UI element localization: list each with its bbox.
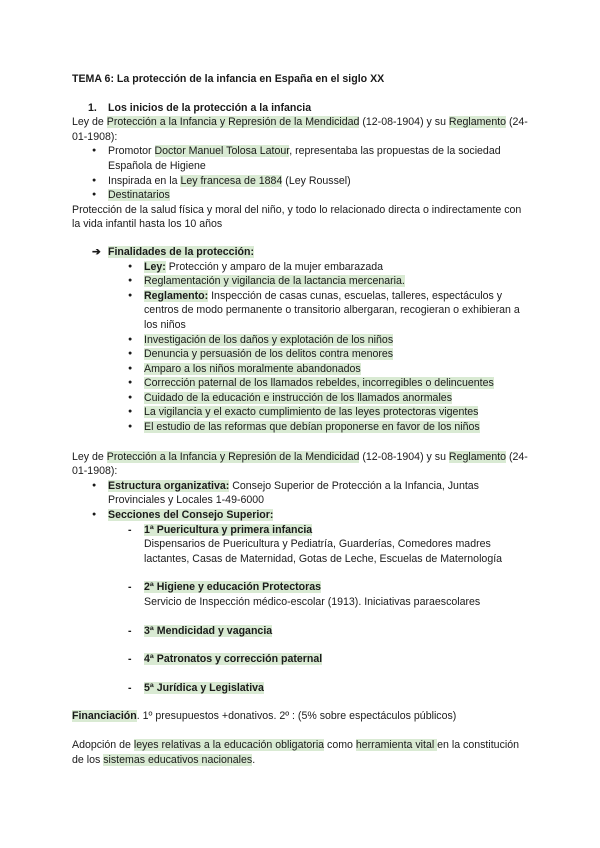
estructura-text: Consejo Superior de Protección a la Infancia, Juntas Provinciales y Locales 1-49-6000	[108, 479, 479, 507]
section-1-number: 1.	[88, 101, 97, 114]
dash-marker: -	[128, 681, 132, 694]
list-item-text: El estudio de las reformas que debían proponerse en favor de los niños	[144, 421, 480, 434]
list-item	[72, 289, 532, 333]
law-prefix: Ley de	[72, 116, 107, 129]
seccion-2	[72, 580, 532, 595]
list-item	[72, 274, 532, 289]
seccion-1-desc	[72, 537, 532, 566]
seccion-4	[72, 652, 532, 667]
reglamento-item-label: Reglamento:	[144, 289, 209, 302]
seccion-1	[72, 523, 532, 538]
reglamento-date: (24-01-1908):	[72, 116, 528, 143]
list-item	[72, 362, 532, 377]
list-item	[72, 260, 532, 275]
promotor-rest: , representaba las propuestas de la sociedad Española de Higiene	[108, 145, 501, 172]
list-item-text: Corrección paternal de los llamados rebeldes, incorregibles o delincuentes	[144, 377, 494, 390]
leyes-obligatoria: leyes relativas a la educación obligatoria	[133, 738, 325, 751]
secciones-label: Secciones del Consejo Superior:	[108, 509, 274, 522]
list-item	[72, 347, 532, 362]
finalidades-heading-text: Finalidades de la protección:	[108, 245, 254, 258]
section-1-heading-text: Los inicios de la protección a la infancia	[108, 101, 312, 114]
law-prefix: Ley de	[72, 450, 107, 463]
arrow-icon: ➔	[92, 245, 101, 258]
spacer	[72, 724, 532, 738]
adopcion-text-3: en la constitución de los	[72, 738, 519, 766]
list-item-text: Amparo a los niños moralmente abandonados	[144, 362, 361, 375]
spacer	[72, 638, 532, 652]
spacer	[72, 435, 532, 450]
list-item-destinatarios	[72, 188, 532, 203]
list-item	[72, 405, 532, 420]
list-item-text: Reglamentación y vigilancia de la lactancia mercenaria.	[144, 275, 405, 288]
spacer	[72, 566, 532, 580]
seccion-4-title: 4ª Patronatos y corrección paternal	[144, 653, 323, 666]
section-1-heading	[72, 101, 532, 116]
promotor-prefix: Promotor	[108, 145, 155, 158]
herramienta-vital: herramienta vital	[355, 738, 438, 751]
finalidades-heading	[72, 245, 532, 260]
document-title: TEMA 6: La protección de la infancia en España en el siglo XX	[72, 73, 385, 85]
estructura-label: Estructura organizativa:	[108, 479, 230, 492]
seccion-1-title: 1ª Puericultura y primera infancia	[144, 523, 313, 536]
financiacion-paragraph	[72, 709, 532, 724]
list-item-estructura	[72, 479, 532, 508]
adopcion-text-1: Adopción de	[72, 738, 134, 751]
financiacion-text: . 1º presupuestos +donativos. 2º : (5% sobre espectáculos públicos)	[136, 710, 457, 723]
adopcion-paragraph	[72, 738, 532, 767]
list-item-text: Cuidado de la educación e instrucción de los llamados anormales	[144, 391, 452, 404]
seccion-5-title: 5ª Jurídica y Legislativa	[144, 681, 264, 694]
reglamento-label: Reglamento	[448, 116, 507, 129]
destinatarios-text: Protección de la salud física y moral del niño, y todo lo relacionado directa o indirectamente con la vida infantil hasta los 10 años	[72, 203, 522, 231]
spacer	[72, 695, 532, 709]
document-page	[72, 72, 532, 767]
inspirada-rest: (Ley Roussel)	[282, 174, 351, 187]
financiacion-label: Financiación	[72, 710, 137, 723]
sistemas-educativos: sistemas educativos nacionales	[103, 753, 253, 766]
list-item-promotor	[72, 144, 532, 173]
law-date: (12-08-1904) y su	[359, 116, 449, 129]
law-date: (12-08-1904) y su	[359, 450, 449, 463]
dash-marker: -	[128, 523, 132, 536]
reglamento-label: Reglamento	[448, 450, 507, 463]
list-item	[72, 391, 532, 406]
dash-marker: -	[128, 624, 132, 637]
list-item-text: La vigilancia y el exacto cumplimiento de las leyes protectoras vigentes	[144, 406, 479, 419]
dash-marker: -	[128, 581, 132, 594]
inspirada-prefix: Inspirada en la	[108, 174, 181, 187]
law-name: Protección a la Infancia y Represión de la Mendicidad	[106, 450, 360, 463]
spacer	[72, 610, 532, 624]
adopcion-text-2: como	[324, 738, 356, 751]
promotor-name: Doctor Manuel Tolosa Latour	[154, 145, 290, 158]
seccion-2-description: Servicio de Inspección médico-escolar (1913). Iniciativas paraescolares	[144, 596, 481, 608]
seccion-3	[72, 624, 532, 639]
ley-text: Protección y amparo de la mujer embarazada	[165, 260, 384, 273]
spacer	[72, 667, 532, 681]
list-item-inspirada	[72, 174, 532, 189]
seccion-1-description: Dispensarios de Puericultura y Pediatría, Guarderías, Comedores madres lactantes, Casas de Maternidad, Gotas de Leche, Escuelas de Maternología	[144, 538, 503, 565]
ley-label: Ley:	[144, 260, 166, 273]
list-item	[72, 333, 532, 348]
list-item-secciones	[72, 508, 532, 523]
list-item	[72, 420, 532, 435]
seccion-2-desc	[72, 595, 532, 610]
seccion-2-title: 2ª Higiene y educación Protectoras	[144, 581, 322, 594]
list-item-text: Investigación de los daños y explotación de los niños	[144, 333, 394, 346]
reglamento-date: (24-01-1908):	[72, 450, 528, 478]
law-paragraph-2	[72, 450, 532, 479]
adopcion-text-4: .	[252, 753, 256, 766]
seccion-5	[72, 681, 532, 696]
list-item	[72, 376, 532, 391]
dash-marker: -	[128, 653, 132, 666]
destinatarios-label: Destinatarios	[108, 189, 170, 202]
list-item-text: Denuncia y persuasión de los delitos contra menores	[144, 348, 394, 361]
reglamento-item-text: Inspección de casas cunas, escuelas, talleres, espectáculos y centros de modo permanente o transitorio albergaran, recogieran o exhibieran a los niños	[144, 289, 520, 331]
seccion-3-title: 3ª Mendicidad y vagancia	[144, 624, 273, 637]
law-name: Protección a la Infancia y Represión de la Mendicidad	[106, 116, 360, 129]
ley-francesa: Ley francesa de 1884	[180, 174, 283, 187]
law-paragraph-1	[72, 115, 532, 144]
